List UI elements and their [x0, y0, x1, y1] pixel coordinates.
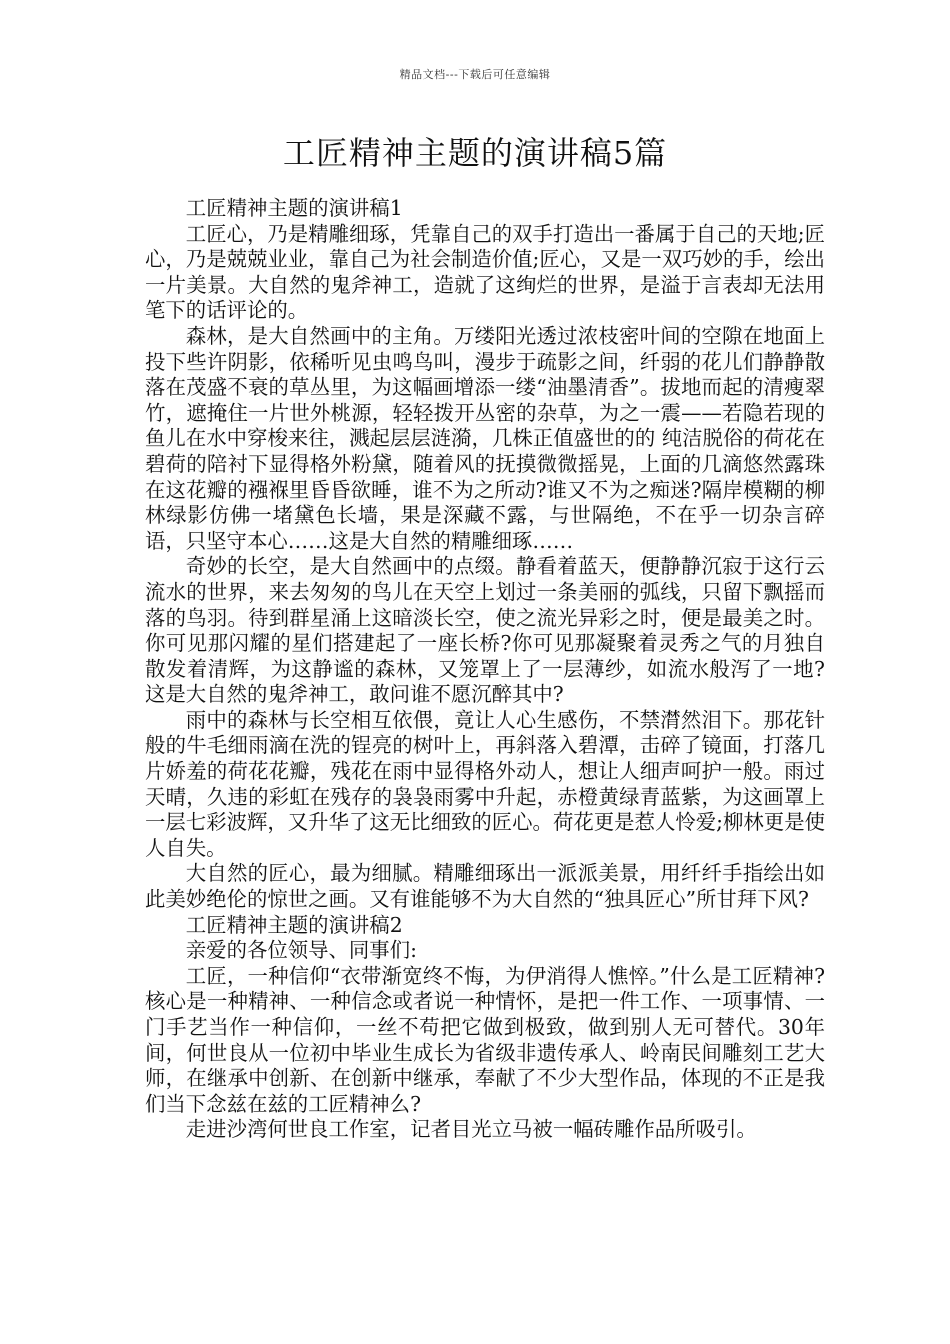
paragraph: 雨中的森林与长空相互依偎，竟让人心生感伤，不禁潸然泪下。那花针般的牛毛细雨滴在洗的锃亮的树叶上，再斜落入碧潭，击碎了镜面，打落几片娇羞的荷花花瓣，残花在雨中显得格外动人，想让人细声呵护一般。雨过天晴，久违的彩虹在残存的袅袅雨雾中升起，赤橙黄绿青蓝紫，为这画罩上一层七彩波辉，又升华了这无比细致的匠心。荷花更是惹人怜爱;柳林更是使人自失。: [145, 707, 825, 860]
paragraph: 奇妙的长空，是大自然画中的点缀。静看着蓝天，便静静沉寂于这行云流水的世界，来去匆匆的鸟儿在天空上划过一条美丽的弧线，只留下飘摇而落的鸟羽。待到群星涌上这暗淡长空，使之流光异彩之时，便是最美之时。你可见那闪耀的星们搭建起了一座长桥?你可见那凝聚着灵秀之气的月独自散发着清辉，为这静谧的森林，又笼罩上了一层薄纱，如流水般泻了一地?这是大自然的鬼斧神工，敢问谁不愿沉醉其中?: [145, 554, 825, 707]
paragraph: 森林，是大自然画中的主角。万缕阳光透过浓枝密叶间的空隙在地面上投下些许阴影，依稀听见虫鸣鸟叫，漫步于疏影之间，纤弱的花儿们静静散落在茂盛不衰的草丛里，为这幅画增添一缕“油墨清香”。拔地而起的清瘦翠竹，遮掩住一片世外桃源，轻轻拨开丛密的杂草，为之一震——若隐若现的鱼儿在水中穿梭来往，溅起层层涟漪，几株正值盛世的的 纯洁脱俗的荷花在碧荷的陪衬下显得格外粉黛，随着风的抚摸微微摇晃，上面的几滴悠然露珠在这花瓣的襁褓里昏昏欲睡，谁不为之所动?谁又不为之痴迷?隔岸模糊的柳林绿影仿佛一堵黛色长墙，果是深藏不露，与世隔绝，不在乎一切杂言碎语，只坚守本心……这是大自然的精雕细琢……: [145, 323, 825, 553]
salutation: 亲爱的各位领导、同事们:: [185, 938, 417, 963]
paragraph: 工匠，一种信仰“衣带渐宽终不悔，为伊消得人憔悴。”什么是工匠精神?核心是一种精神、一种信念或者说一种情怀，是把一件工作、一项事情、一门手艺当作一种信仰，一丝不苟把它做到极致，做到别人无可替代。30年间，何世良从一位初中毕业生成长为省级非遗传承人、岭南民间雕刻工艺大师，在继承中创新、在创新中继承，奉献了不少大型作品，体现的不正是我们当下念兹在兹的工匠精神么?: [145, 963, 825, 1116]
document-body: [145, 196, 825, 1143]
paragraph: 工匠心，乃是精雕细琢，凭靠自己的双手打造出一番属于自己的天地;匠心，乃是兢兢业业，靠自己为社会制造价值;匠心，又是一双巧妙的手，绘出一片美景。大自然的鬼斧神工，造就了这绚烂的世界，是溢于言表却无法用笔下的话评论的。: [145, 221, 825, 323]
paragraph: 大自然的匠心，最为细腻。精雕细琢出一派派美景，用纤纤手指绘出如此美妙绝伦的惊世之画。又有谁能够不为大自然的“独具匠心”所甘拜下风?: [145, 861, 825, 912]
header-note: 精品文档---下载后可任意编辑: [399, 68, 551, 81]
section-heading-2: 工匠精神主题的演讲稿2: [185, 912, 403, 937]
paragraph: 走进沙湾何世良工作室，记者目光立马被一幅砖雕作品所吸引。: [185, 1117, 757, 1142]
document-title: 工匠精神主题的演讲稿5篇: [282, 134, 668, 172]
section-heading-1: 工匠精神主题的演讲稿1: [185, 196, 403, 220]
